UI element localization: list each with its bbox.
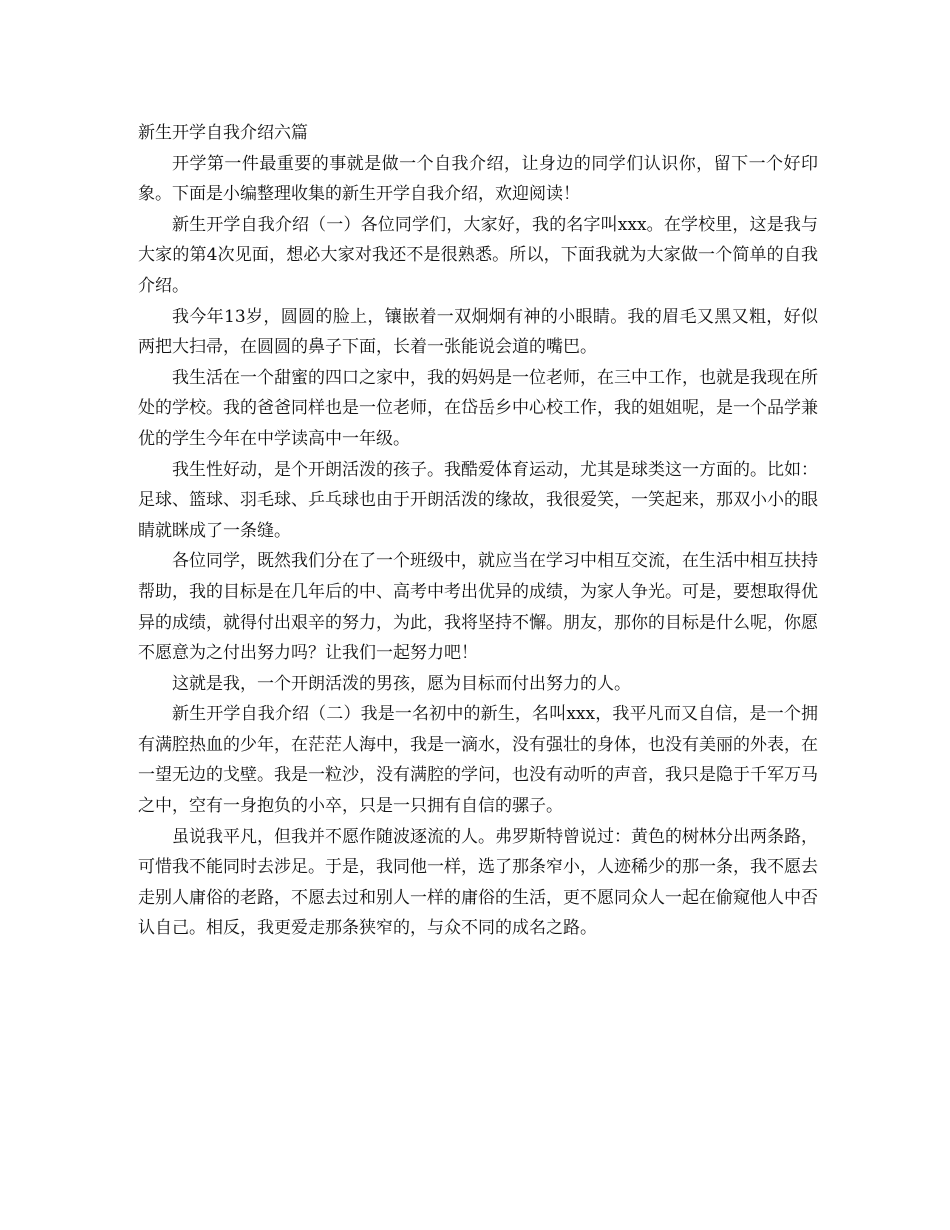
paragraph-one-family: 我生活在一个甜蜜的四口之家中，我的妈妈是一位老师，在三中工作，也就是我现在所处的学校。我的爸爸同样也是一位老师，在岱岳乡中心校工作，我的姐姐呢，是一个品学兼优的学生今年在中学读高中一年级。	[138, 367, 818, 449]
document-title: 新生开学自我介绍六篇	[138, 123, 308, 143]
paragraph-two-intro: 新生开学自我介绍（二）我是一名初中的新生，名叫xxx，我平凡而又自信，是一个拥有满腔热血的少年，在茫茫人海中，我是一滴水，没有强壮的身体，也没有美丽的外表，在一望无边的戈壁。我是一粒沙，没有满腔的学问，也没有动听的声音，我只是隐于千军万马之中，空有一身抱负的小卒，只是一只拥有自信的骡子。	[138, 704, 818, 817]
paragraph-one-greeting: 新生开学自我介绍（一）各位同学们，大家好，我的名字叫xxx。在学校里，这是我与大家的第4次见面，想必大家对我还不是很熟悉。所以，下面我就为大家做一个简单的自我介绍。	[138, 214, 818, 296]
paragraph-one-goals: 各位同学，既然我们分在了一个班级中，就应当在学习中相互交流，在生活中相互扶持帮助，我的目标是在几年后的中、高考中考出优异的成绩，为家人争光。可是，要想取得优异的成绩，就得付出艰辛的努力，为此，我将坚持不懈。朋友，那你的目标是什么呢，你愿不愿意为之付出努力吗？让我们一起努力吧！	[138, 551, 818, 664]
paragraph-intro: 开学第一件最重要的事就是做一个自我介绍，让身边的同学们认识你，留下一个好印象。下面是小编整理收集的新生开学自我介绍，欢迎阅读！	[138, 153, 818, 205]
paragraph-one-hobbies: 我生性好动，是个开朗活泼的孩子。我酷爱体育运动，尤其是球类这一方面的。比如：足球、篮球、羽毛球、乒乓球也由于开朗活泼的缘故，我很爱笑，一笑起来，那双小小的眼睛就眯成了一条缝。	[138, 459, 818, 541]
paragraph-one-appearance: 我今年13岁，圆圆的脸上，镶嵌着一双炯炯有神的小眼睛。我的眉毛又黑又粗，好似两把大扫帚，在圆圆的鼻子下面，长着一张能说会道的嘴巴。	[138, 306, 818, 358]
paragraph-one-closing: 这就是我，一个开朗活泼的男孩，愿为目标而付出努力的人。	[172, 673, 631, 694]
document-body	[138, 118, 818, 944]
paragraph-two-path: 虽说我平凡，但我并不愿作随波逐流的人。弗罗斯特曾说过：黄色的树林分出两条路，可惜我不能同时去涉足。于是，我同他一样，选了那条窄小，人迹稀少的那一条，我不愿去走别人庸俗的老路，不愿去过和别人一样的庸俗的生活，更不愿同众人一起在偷窥他人中否认自己。相反，我更爱走那条狭窄的，与众不同的成名之路。	[138, 826, 818, 939]
